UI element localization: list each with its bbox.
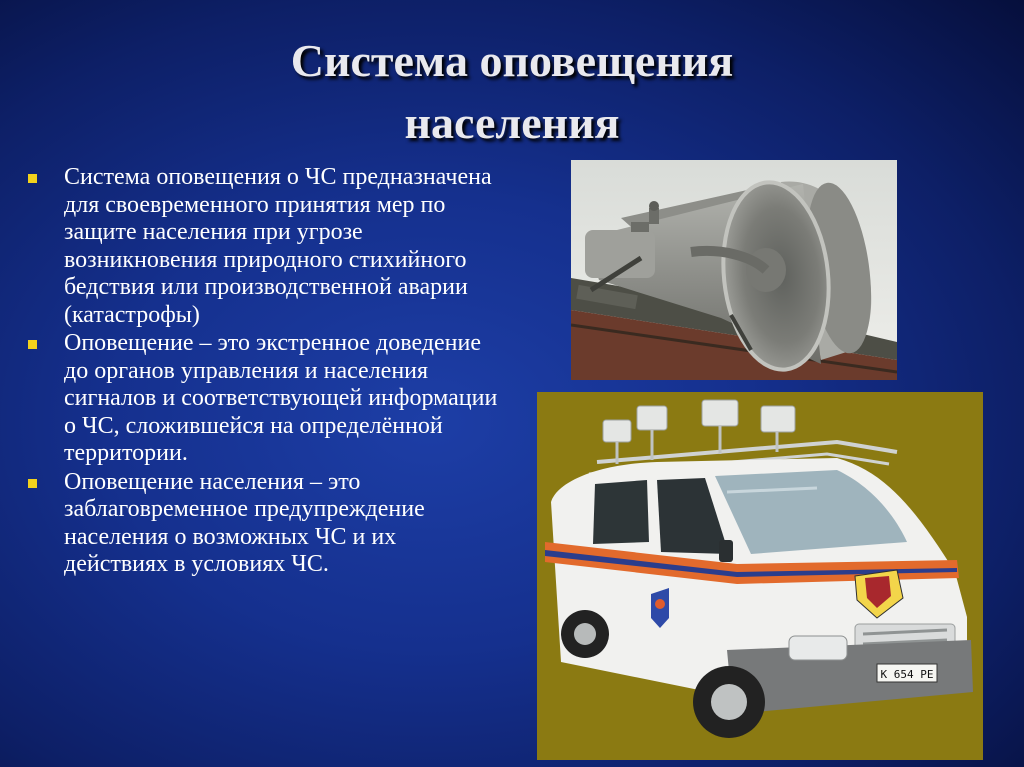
bullet-square-icon [28,479,37,488]
bullet-list [26,164,506,580]
bullet-item [26,330,506,468]
slide-title [0,30,1024,154]
slide-title-line-2: населения [404,97,620,148]
bullet-item [26,469,506,579]
bullet-square-icon [28,340,37,349]
bullet-text: Система оповещения о ЧС предназначена для своевременного принятия мер по защите населения при угрозе возникновения природного стихийного бедствия или производственной аварии (катастрофы) [64,164,492,328]
bullet-item [26,164,506,329]
license-plate-text: К 654 РЕ [880,668,934,681]
bullet-text: Оповещение населения – это заблаговременное предупреждение населения о возможных ЧС и их действиях в условиях ЧС. [64,468,425,577]
loudspeaker-siren-icon [571,160,897,380]
bullet-square-icon [28,174,37,183]
bullet-text: Оповещение – это экстренное доведение до органов управления и населения сигналов и соответствующей информации о ЧС, сложившейся на определённой территории. [64,330,498,466]
siren-photo [571,160,897,380]
slide-title-line-1: Система оповещения [290,35,734,86]
emergency-alert-van-icon [537,392,983,760]
vehicle-photo [537,392,983,760]
